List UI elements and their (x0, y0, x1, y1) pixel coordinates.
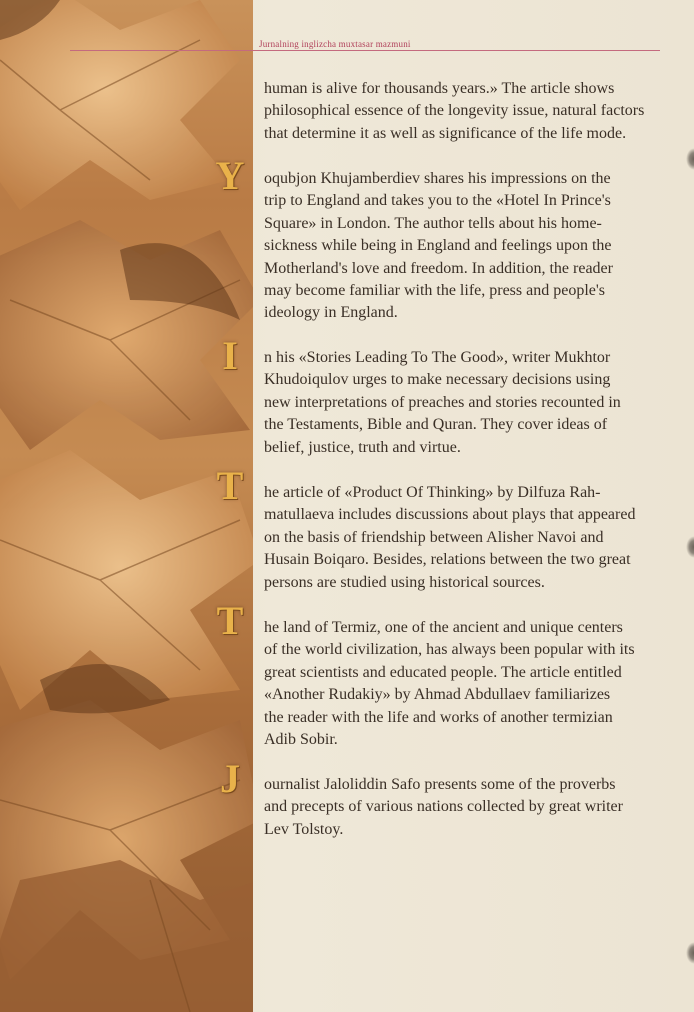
text-line: Khudoiqulov urges to make necessary decisions using (264, 371, 611, 389)
text-line: persons are studied using historical sources. (264, 573, 545, 591)
paragraph-product-of-thinking (264, 482, 664, 594)
maple-leaf-illustration (0, 0, 253, 1012)
text-line: he article of «Product Of Thinking» by Dilfuza Rah- (264, 484, 601, 501)
text-line: Square» in London. The author tells about his home- (264, 214, 602, 232)
text-line: he land of Termiz, one of the ancient and unique centers (264, 619, 623, 636)
text-line: trip to England and takes you to the «Hotel In Prince's (264, 192, 611, 210)
text-line: may become familiar with the life, press and people's (264, 282, 605, 300)
text-line: belief, justice, truth and virtue. (264, 438, 461, 456)
text-line: the Testaments, Bible and Quran. They cover ideas of (264, 416, 608, 434)
text-line: of the world civilization, has always been popular with its (264, 641, 635, 659)
text-line: human is alive for thousands years.» The article shows (264, 80, 615, 97)
text-line: «Another Rudakiy» by Ahmad Abdullaev familiarizes (264, 686, 611, 704)
dropcap-t-second: T (216, 598, 244, 643)
binder-hole (686, 942, 694, 964)
text-line: Adib Sobir. (264, 731, 338, 749)
text-line: sickness while being in England and feelings upon the (264, 237, 612, 255)
dropcap-j: J (220, 756, 240, 801)
binder-hole (686, 536, 694, 558)
text-line: great scientists and educated people. The article entitled (264, 663, 622, 681)
text-line: matullaeva includes discussions about plays that appeared (264, 506, 636, 524)
text-line: that determine it as well as significance of the life mode. (264, 124, 627, 142)
text-line: Husain Boiqaro. Besides, relations between the two great (264, 551, 631, 569)
running-header: Jurnalning inglizcha muxtasar mazmuni (259, 39, 411, 49)
text-line: on the basis of friendship between Alisher Navoi and (264, 528, 604, 546)
paragraph-longevity (264, 78, 664, 145)
paragraph-stories-good (264, 347, 664, 459)
text-line: ideology in England. (264, 304, 398, 322)
text-line: Motherland's love and freedom. In addition, the reader (264, 259, 613, 277)
text-line: oqubjon Khujamberdiev shares his impressions on the (264, 170, 611, 187)
text-line: new interpretations of preaches and stories recounted in (264, 393, 621, 411)
paragraph-england-trip (264, 168, 664, 325)
paragraph-termiz (264, 617, 664, 751)
dropcap-t-first: T (216, 463, 244, 508)
text-line: Lev Tolstoy. (264, 820, 344, 838)
dropcap-y: Y (215, 153, 245, 198)
autumn-leaves-photo (0, 0, 253, 1012)
text-line: ournalist Jaloliddin Safo presents some of the proverbs (264, 776, 616, 793)
text-line: and precepts of various nations collected by great writer (264, 798, 623, 816)
paragraph-tolstoy-proverbs (264, 774, 664, 841)
dropcap-i: I (222, 333, 238, 378)
text-line: the reader with the life and works of another termizian (264, 708, 613, 726)
text-line: n his «Stories Leading To The Good», writer Mukhtor (264, 349, 611, 366)
binder-hole (686, 148, 694, 170)
header-rule (70, 50, 660, 51)
text-line: philosophical essence of the longevity issue, natural factors (264, 102, 645, 120)
